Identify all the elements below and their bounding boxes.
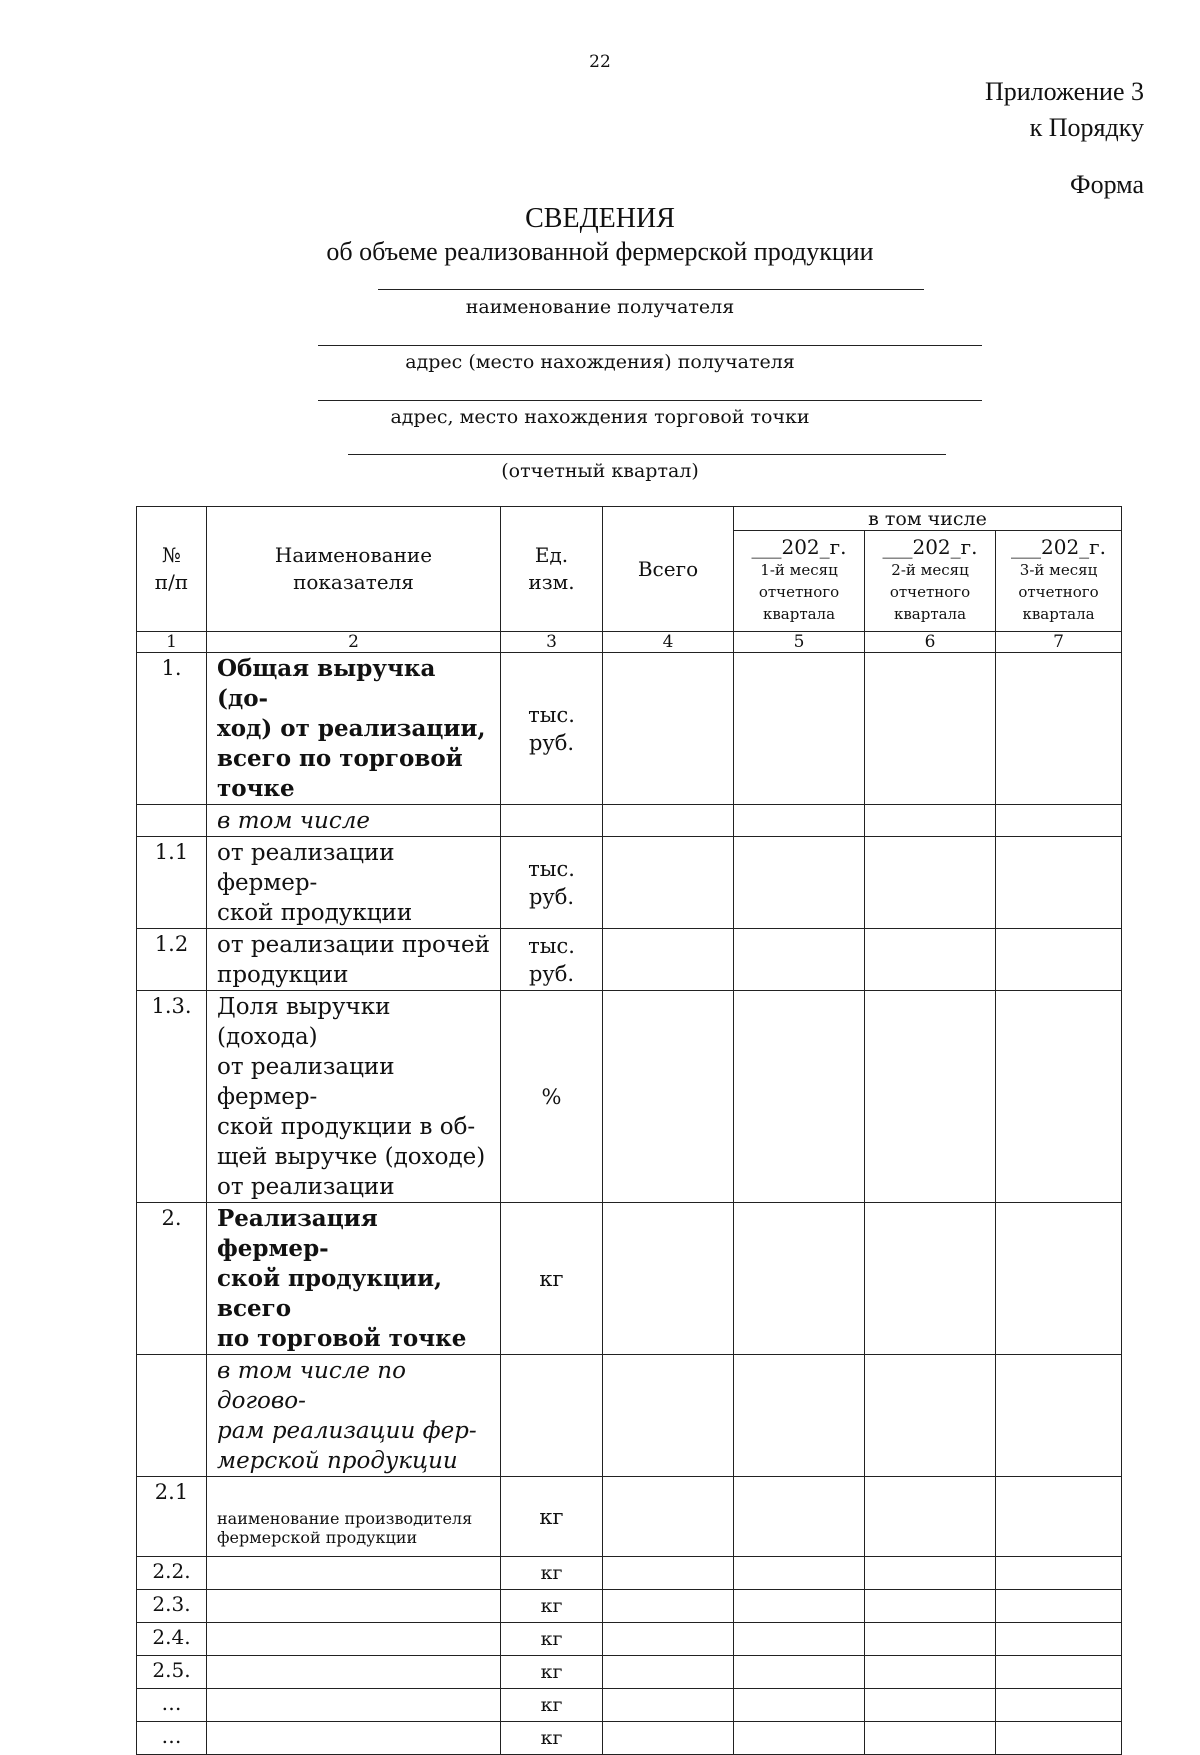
row-unit: кг xyxy=(501,1722,603,1755)
sales-report-table xyxy=(136,506,1122,1755)
document-title: СВЕДЕНИЯ xyxy=(525,203,675,234)
form-label: Форма xyxy=(1070,170,1144,199)
report-body xyxy=(137,653,1122,1755)
recipient-address-caption: адрес (место нахождения) получателя xyxy=(405,351,795,373)
row-number xyxy=(137,1355,207,1477)
total-value-cell[interactable] xyxy=(603,1557,734,1590)
row-indicator-name[interactable] xyxy=(207,1623,501,1656)
table-row xyxy=(137,805,1122,837)
month-3-value-cell[interactable] xyxy=(996,1203,1122,1355)
month-1-value-cell[interactable] xyxy=(734,1477,865,1557)
month-1-value-cell[interactable] xyxy=(734,1203,865,1355)
header-month-2 xyxy=(865,531,996,632)
row-indicator-name: Реализация фермер- ской продукции, всего по торговой точке xyxy=(207,1203,501,1355)
month-2-label: 2-й месяц отчетного квартала xyxy=(889,561,971,623)
total-value-cell[interactable] xyxy=(603,1623,734,1656)
row-unit: кг xyxy=(501,1623,603,1656)
header-row-1 xyxy=(137,507,1122,531)
table-row xyxy=(137,929,1122,991)
month-1-value-cell[interactable] xyxy=(734,805,865,837)
month-2-value-cell[interactable] xyxy=(865,1689,996,1722)
total-value-cell[interactable] xyxy=(603,653,734,805)
month-2-year: ___202_г. xyxy=(882,535,978,559)
month-2-value-cell[interactable] xyxy=(865,1722,996,1755)
month-1-value-cell[interactable] xyxy=(734,1590,865,1623)
row-unit: кг xyxy=(501,1203,603,1355)
column-number: 3 xyxy=(501,632,603,653)
table-row xyxy=(137,837,1122,929)
row-number: 1.3. xyxy=(137,991,207,1203)
column-number: 2 xyxy=(207,632,501,653)
row-indicator-name[interactable] xyxy=(207,1590,501,1623)
row-number: … xyxy=(137,1689,207,1722)
store-address-caption: адрес, место нахождения торговой точки xyxy=(390,406,810,428)
table-row xyxy=(137,991,1122,1203)
table-row xyxy=(137,1557,1122,1590)
header-unit: Ед. изм. xyxy=(501,507,603,632)
table-row xyxy=(137,1203,1122,1355)
header-total: Всего xyxy=(603,507,734,632)
appendix-line-2: к Порядку xyxy=(1029,113,1144,142)
month-1-value-cell[interactable] xyxy=(734,929,865,991)
header-num: № п/п xyxy=(137,507,207,632)
table-row xyxy=(137,1689,1122,1722)
row-number: 2.4. xyxy=(137,1623,207,1656)
row-number: … xyxy=(137,1722,207,1755)
row-indicator-name: в том числе xyxy=(207,805,501,837)
total-value-cell[interactable] xyxy=(603,805,734,837)
column-number: 1 xyxy=(137,632,207,653)
total-value-cell[interactable] xyxy=(603,837,734,929)
table-row xyxy=(137,653,1122,805)
column-number: 4 xyxy=(603,632,734,653)
row-unit xyxy=(501,805,603,837)
column-number: 6 xyxy=(865,632,996,653)
row-unit: тыс. руб. xyxy=(501,837,603,929)
row-unit: тыс. руб. xyxy=(501,653,603,805)
month-1-value-cell[interactable] xyxy=(734,837,865,929)
month-2-value-cell[interactable] xyxy=(865,1557,996,1590)
row-indicator-name: от реализации фермер- ской продукции xyxy=(207,837,501,929)
month-3-label: 3-й месяц отчетного квартала xyxy=(1018,561,1099,623)
row-number: 1. xyxy=(137,653,207,805)
table-row xyxy=(137,1355,1122,1477)
row-number: 2.5. xyxy=(137,1656,207,1689)
month-2-value-cell[interactable] xyxy=(865,1590,996,1623)
column-number: 7 xyxy=(996,632,1122,653)
header-month-1 xyxy=(734,531,865,632)
table-row xyxy=(137,1722,1122,1755)
row-indicator-name[interactable] xyxy=(207,1656,501,1689)
month-2-value-cell[interactable] xyxy=(865,805,996,837)
row-unit: кг xyxy=(501,1477,603,1557)
month-3-value-cell[interactable] xyxy=(996,1656,1122,1689)
month-2-value-cell[interactable] xyxy=(865,837,996,929)
month-1-value-cell[interactable] xyxy=(734,1656,865,1689)
row-indicator-name[interactable] xyxy=(207,1557,501,1590)
month-3-value-cell[interactable] xyxy=(996,1477,1122,1557)
row-number: 1.1 xyxy=(137,837,207,929)
row-unit: кг xyxy=(501,1656,603,1689)
header-month-3 xyxy=(996,531,1122,632)
month-3-value-cell[interactable] xyxy=(996,837,1122,929)
row-number: 2. xyxy=(137,1203,207,1355)
month-3-value-cell[interactable] xyxy=(996,1355,1122,1477)
month-3-value-cell[interactable] xyxy=(996,1623,1122,1656)
month-3-value-cell[interactable] xyxy=(996,653,1122,805)
row-number xyxy=(137,805,207,837)
month-1-value-cell[interactable] xyxy=(734,1355,865,1477)
total-value-cell[interactable] xyxy=(603,1590,734,1623)
store-address-line[interactable] xyxy=(318,400,982,401)
reporting-quarter-line[interactable] xyxy=(348,454,946,455)
month-1-label: 1-й месяц отчетного квартала xyxy=(758,561,840,623)
row-indicator-name: наименование производителя фермерской продукции xyxy=(207,1477,501,1557)
row-number: 1.2 xyxy=(137,929,207,991)
table-row xyxy=(137,1477,1122,1557)
row-indicator-name: в том числе по догово- рам реализации фер- мерской продукции xyxy=(207,1355,501,1477)
row-indicator-name[interactable] xyxy=(207,1689,501,1722)
table-row xyxy=(137,1623,1122,1656)
recipient-name-caption: наименование получателя xyxy=(465,296,735,318)
month-1-year: ___202_г. xyxy=(751,535,847,559)
total-value-cell[interactable] xyxy=(603,1689,734,1722)
month-2-value-cell[interactable] xyxy=(865,1355,996,1477)
month-1-value-cell[interactable] xyxy=(734,1557,865,1590)
row-unit: % xyxy=(501,991,603,1203)
month-2-value-cell[interactable] xyxy=(865,929,996,991)
row-unit: кг xyxy=(501,1689,603,1722)
appendix-line-1: Приложение 3 xyxy=(984,77,1144,106)
month-2-value-cell[interactable] xyxy=(865,991,996,1203)
total-value-cell[interactable] xyxy=(603,1656,734,1689)
row-indicator-name: Доля выручки (дохода) от реализации фермер- ской продукции в об- щей выручке (доходе) от реализации xyxy=(207,991,501,1203)
column-number: 5 xyxy=(734,632,865,653)
row-unit: тыс. руб. xyxy=(501,929,603,991)
month-3-value-cell[interactable] xyxy=(996,1722,1122,1755)
month-1-value-cell[interactable] xyxy=(734,1722,865,1755)
row-indicator-name[interactable] xyxy=(207,1722,501,1755)
month-3-year: ___202_г. xyxy=(1011,535,1107,559)
month-1-value-cell[interactable] xyxy=(734,1689,865,1722)
month-3-value-cell[interactable] xyxy=(996,1557,1122,1590)
total-value-cell[interactable] xyxy=(603,1203,734,1355)
month-2-value-cell[interactable] xyxy=(865,1623,996,1656)
appendix-reference xyxy=(985,74,1144,146)
total-value-cell[interactable] xyxy=(603,1477,734,1557)
column-numbers-row xyxy=(137,632,1122,653)
total-value-cell[interactable] xyxy=(603,929,734,991)
recipient-address-line[interactable] xyxy=(318,345,982,346)
total-value-cell[interactable] xyxy=(603,1355,734,1477)
row-unit: кг xyxy=(501,1590,603,1623)
month-3-value-cell[interactable] xyxy=(996,991,1122,1203)
month-3-value-cell[interactable] xyxy=(996,929,1122,991)
page-number: 22 xyxy=(589,52,611,72)
row-indicator-name: от реализации прочей продукции xyxy=(207,929,501,991)
table-row xyxy=(137,1590,1122,1623)
month-2-value-cell[interactable] xyxy=(865,653,996,805)
reporting-quarter-caption: (отчетный квартал) xyxy=(501,460,699,482)
month-2-value-cell[interactable] xyxy=(865,1203,996,1355)
row-number: 2.1 xyxy=(137,1477,207,1557)
month-3-value-cell[interactable] xyxy=(996,1689,1122,1722)
month-1-value-cell[interactable] xyxy=(734,1623,865,1656)
row-number: 2.3. xyxy=(137,1590,207,1623)
month-2-value-cell[interactable] xyxy=(865,1656,996,1689)
table-row xyxy=(137,1656,1122,1689)
total-value-cell[interactable] xyxy=(603,1722,734,1755)
row-unit xyxy=(501,1355,603,1477)
row-number: 2.2. xyxy=(137,1557,207,1590)
month-1-value-cell[interactable] xyxy=(734,653,865,805)
recipient-name-line[interactable] xyxy=(378,289,924,290)
header-name: Наименование показателя xyxy=(207,507,501,632)
month-3-value-cell[interactable] xyxy=(996,1590,1122,1623)
header-including: в том числе xyxy=(734,507,1122,531)
document-subtitle: об объеме реализованной фермерской продукции xyxy=(326,237,874,266)
row-unit: кг xyxy=(501,1557,603,1590)
month-2-value-cell[interactable] xyxy=(865,1477,996,1557)
month-3-value-cell[interactable] xyxy=(996,805,1122,837)
row-indicator-name: Общая выручка (до- ход) от реализации, всего по торговой точке xyxy=(207,653,501,805)
total-value-cell[interactable] xyxy=(603,991,734,1203)
month-1-value-cell[interactable] xyxy=(734,991,865,1203)
